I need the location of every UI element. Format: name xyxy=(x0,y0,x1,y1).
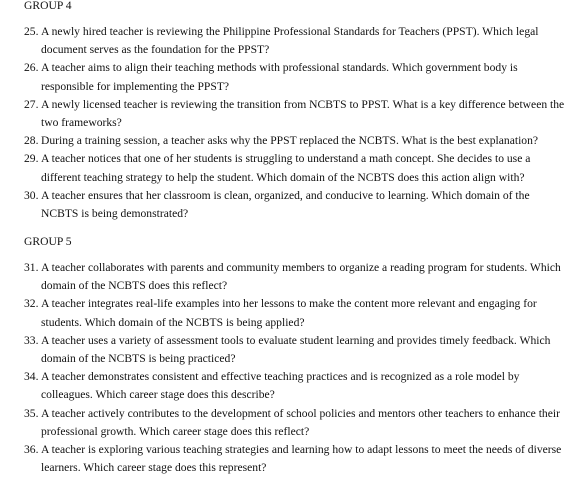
group-5-question-list xyxy=(24,259,568,477)
question-text: A teacher collaborates with parents and community members to organize a reading program for students. Which domain of the NCBTS does this reflect? xyxy=(41,261,561,293)
question-text: A teacher integrates real-life examples into her lessons to make the content more relevant and engaging for students. Which domain of the NCBTS is being applied? xyxy=(41,297,537,329)
question-number: 32. xyxy=(24,297,39,311)
question-26 xyxy=(24,59,568,95)
question-29 xyxy=(24,150,568,186)
question-text: A teacher actively contributes to the development of school policies and mentors other teachers to enhance their professional growth. Which career stage does this reflect? xyxy=(41,406,560,438)
question-text: A teacher uses a variety of assessment tools to evaluate student learning and provides timely feedback. Which domain of the NCBTS is being practiced? xyxy=(41,333,551,366)
question-number: 27. xyxy=(24,97,39,111)
question-25 xyxy=(24,23,568,59)
question-33 xyxy=(24,332,568,368)
question-text: During a training session, a teacher asks why the PPST replaced the NCBTS. What is the best explanation? xyxy=(41,134,539,148)
question-text: A teacher aims to align their teaching methods with professional standards. Which government body is responsible for implementing the PPST? xyxy=(41,61,518,93)
question-number: 26. xyxy=(24,61,39,75)
question-text: A newly hired teacher is reviewing the Philippine Professional Standards for Teachers (PPST). Which legal document serves as the foundation for the PPST? xyxy=(41,25,539,57)
question-30 xyxy=(24,187,568,223)
question-text: A teacher is exploring various teaching strategies and learning how to adapt lessons to meet the needs of diverse learners. Which career stage does this represent? xyxy=(41,443,562,475)
question-number: 31. xyxy=(24,261,39,274)
question-number: 35. xyxy=(24,406,39,420)
question-34 xyxy=(24,368,568,404)
question-number: 25. xyxy=(24,25,39,38)
group-4-title: GROUP 4 xyxy=(24,0,72,12)
group-5-title: GROUP 5 xyxy=(24,235,72,248)
question-number: 33. xyxy=(24,333,39,347)
question-27 xyxy=(24,96,568,132)
question-28 xyxy=(24,132,568,150)
question-number: 36. xyxy=(24,443,39,457)
question-31 xyxy=(24,259,568,295)
question-text: A teacher demonstrates consistent and effective teaching practices and is recognized as a role model by colleagues. Which career stage does this describe? xyxy=(41,370,520,402)
question-32 xyxy=(24,295,568,331)
question-text: A teacher notices that one of her students is struggling to understand a math concept. She decides to use a different teaching strategy to help the student. Which domain of the NCBTS does this action align with? xyxy=(41,152,531,184)
question-35 xyxy=(24,405,568,441)
question-36 xyxy=(24,441,568,477)
question-number: 29. xyxy=(24,152,39,166)
question-text: A teacher ensures that her classroom is clean, organized, and conducive to learning. Which domain of the NCBTS is being demonstrated? xyxy=(41,188,530,221)
question-number: 28. xyxy=(24,134,39,148)
question-number: 30. xyxy=(24,188,39,202)
question-number: 34. xyxy=(24,370,39,384)
question-text: A newly licensed teacher is reviewing the transition from NCBTS to PPST. What is a key difference between the two frameworks? xyxy=(41,97,565,130)
group-4-question-list xyxy=(24,23,568,223)
